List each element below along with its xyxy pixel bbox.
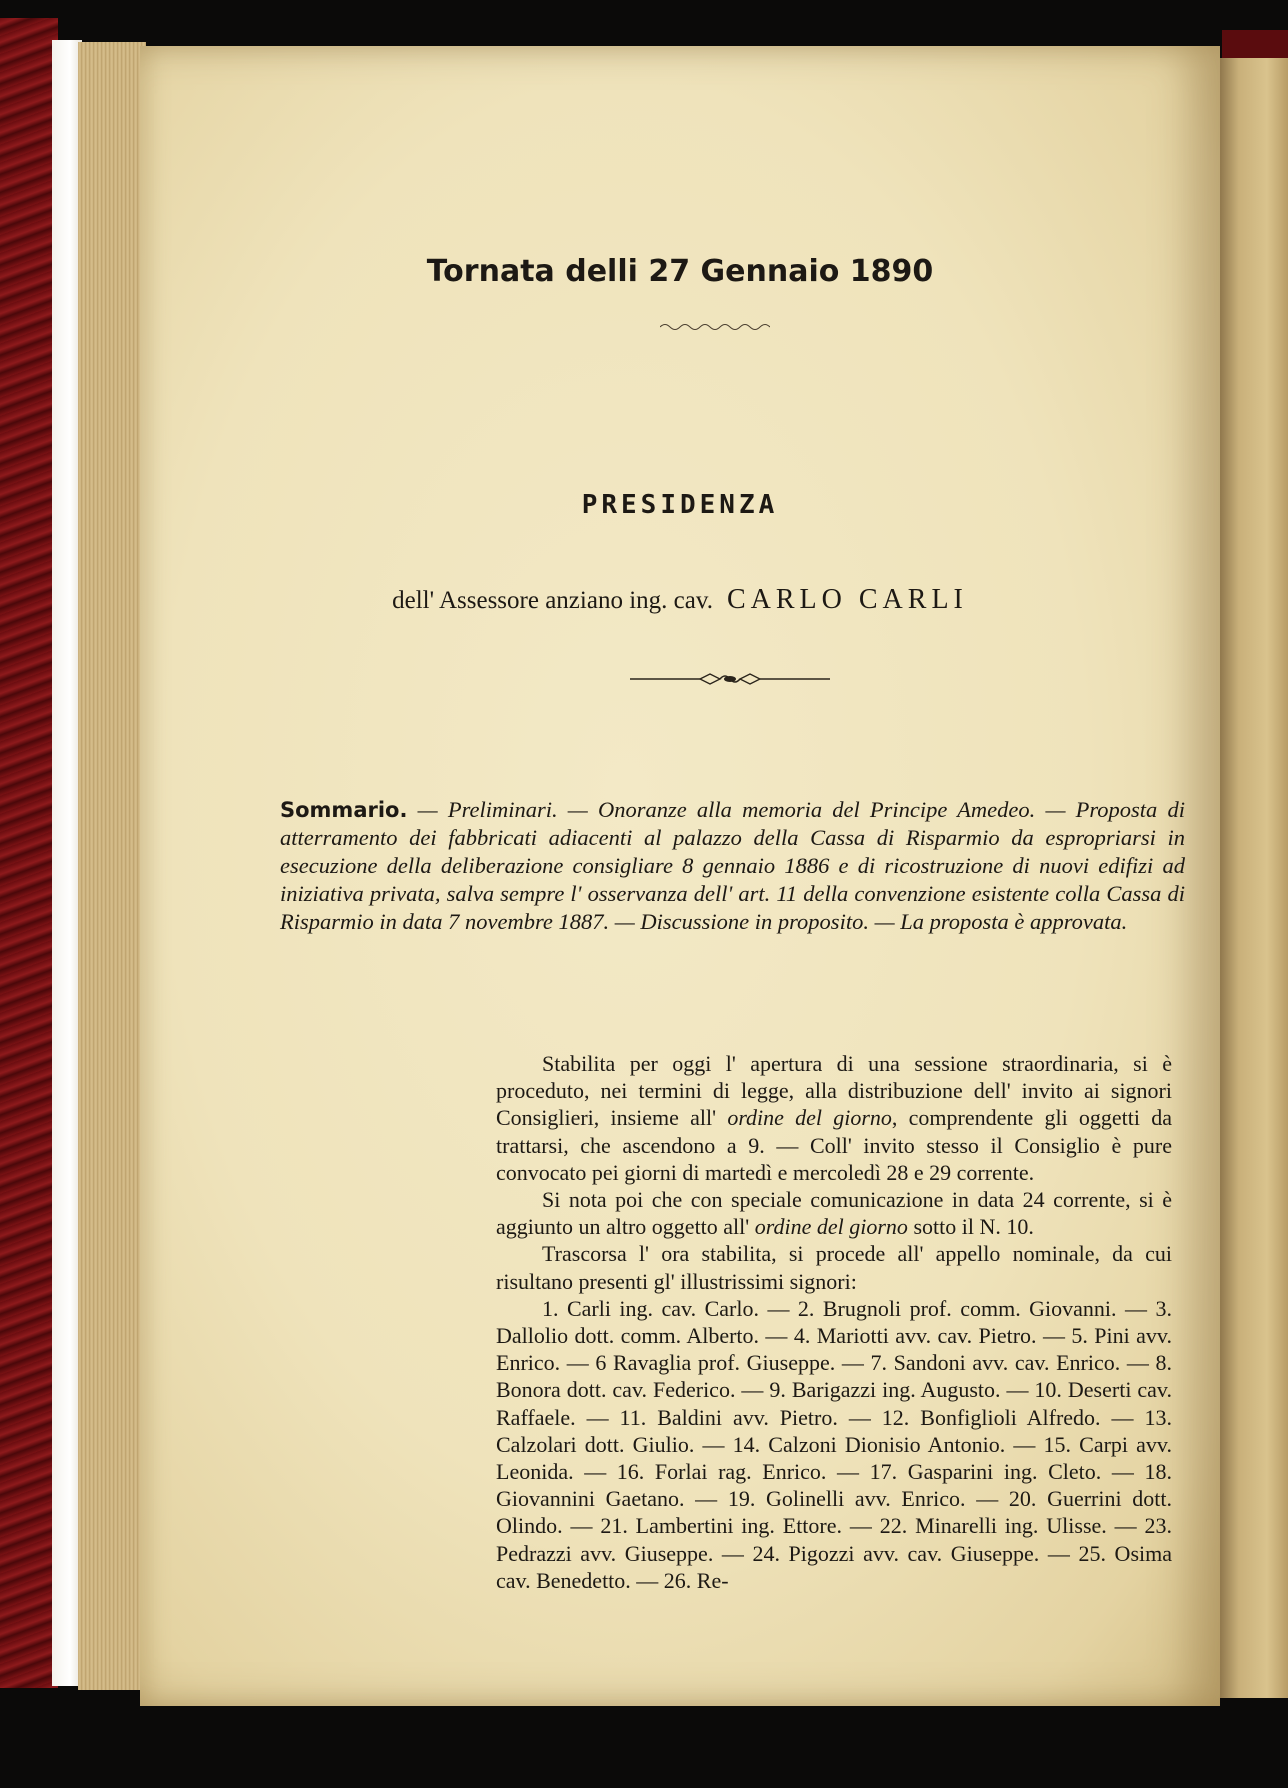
sommario-label: Sommario. xyxy=(280,798,408,822)
paragraph-1-emphasis: ordine del giorno xyxy=(727,1105,892,1131)
assessore-name: CARLO CARLI xyxy=(726,584,968,615)
paragraph-1-part-a: Stabilita per oggi l' apertura di una sessione straordinaria, si è proceduto, nei termini di legge, alla distribuzione dell' invito ai signori Consiglieri, insieme all' xyxy=(496,1051,1172,1131)
assessore-prefix: dell' Assessore anziano ing. cav. xyxy=(392,587,713,614)
paragraph-1 xyxy=(496,1050,1172,1186)
paragraph-2-part-b: sotto il N. 10. xyxy=(907,1214,1034,1240)
body-text xyxy=(496,1050,1172,1594)
paragraph-attendees: 1. Carli ing. cav. Carlo. — 2. Brugnoli prof. comm. Giovanni. — 3. Dallolio dott. comm. Alberto. — 4. Mariotti avv. cav. Pietro. — 5. Pini avv. Enrico. — 6 Ravaglia prof. Giuseppe. — 7. Sandoni avv. cav. Enrico. — 8. Bonora dott. cav. Federico. — 9. Barigazzi ing. Augusto. — 10. Deserti cav. Raffaele. — 11. Baldini avv. Pietro. — 12. Bonfiglioli Alfredo. — 13. Calzolari dott. Giulio. — 14. Calzoni Dionisio Antonio. — 15. Carpi avv. Leonida. — 16. Forlai rag. Enrico. — 17. Gasparini ing. Cleto. — 18. Giovannini Gaetano. — 19. Golinelli avv. Enrico. — 20. Guerrini dott. Olindo. — 21. Lambertini ing. Ettore. — 22. Minarelli ing. Ulisse. — 23. Pedrazzi avv. Giuseppe. — 24. Pigozzi avv. cav. Giuseppe. — 25. Osima cav. Benedetto. — 26. Re- xyxy=(496,1295,1172,1593)
page-stack-edge xyxy=(78,42,146,1690)
sommario-text: — Preliminari. — Onoranze alla memoria del Principe Amedeo. — Proposta di atterramento dei fabbricati adiacenti al palazzo della Cassa di Risparmio da espropriarsi in esecuzione della deliberazione consigliare 8 gennaio 1886 e di ricostruzione di nuovi edifizi ad iniziativa privata, salva sempre l' osservanza dell' art. 11 della convenzione esistente colla Cassa di Risparmio in data 7 novembre 1887. — Discussione in proposito. — La proposta è approvata. xyxy=(280,797,1185,934)
paragraph-2 xyxy=(496,1186,1172,1240)
assessore-line xyxy=(140,584,1220,616)
next-page-cover xyxy=(1222,30,1288,60)
next-page-edge xyxy=(1218,58,1288,1698)
book-cover-edge xyxy=(0,18,58,1688)
paragraph-3: Trascorsa l' ora stabilita, si procede all' appello nominale, da cui risultano presenti gl' illustrissimi signori: xyxy=(496,1241,1172,1294)
book-page xyxy=(140,46,1220,1706)
paragraph-2-emphasis: ordine del giorno xyxy=(754,1214,908,1240)
paragraph-2-part-a: Si nota poi che con speciale comunicazione in data 24 corrente, si è aggiunto un altro oggetto all' xyxy=(496,1187,1172,1240)
presidenza-heading: PRESIDENZA xyxy=(581,490,779,520)
page-title: Tornata delli 27 Gennaio 1890 xyxy=(426,254,934,289)
divider-ornament xyxy=(630,671,830,687)
sommario-block xyxy=(280,796,1185,936)
paragraph-1-part-b: , comprendente gli oggetti da trattarsi, che ascendono a 9. — Coll' invito stesso il Consiglio è pure convocato pei giorni di martedì e mercoledì 28 e 29 corrente. xyxy=(496,1105,1172,1185)
title-squiggle-ornament xyxy=(660,322,770,332)
